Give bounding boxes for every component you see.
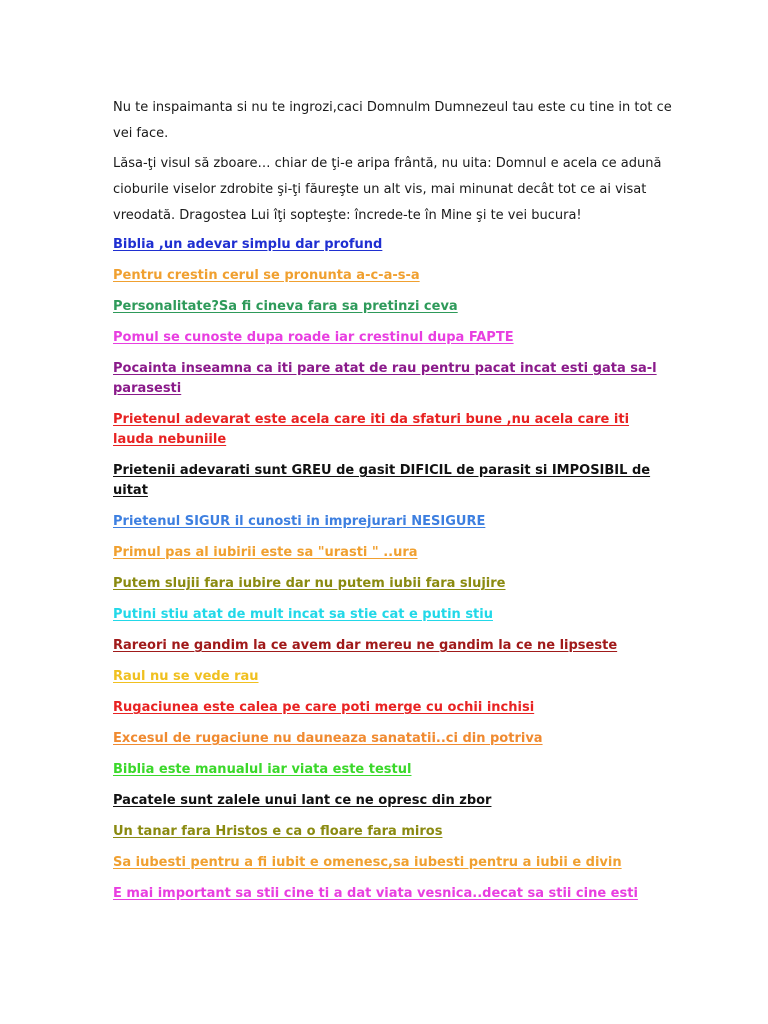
quote-link-20[interactable]: E mai important sa stii cine ti a dat viata vesnica..decat sa stii cine esti: [113, 886, 638, 901]
quote-link-6[interactable]: Prietenul adevarat este acela care iti da sfaturi bune ,nu acela care iti lauda nebuniile: [113, 412, 630, 447]
quote-link-14[interactable]: Rugaciunea este calea pe care poti merge cu ochii inchisi: [113, 700, 535, 715]
quote-link-7[interactable]: Prietenii adevarati sunt GREU de gasit DIFICIL de parasit si IMPOSIBIL de uitat: [113, 463, 651, 498]
quote-link-12[interactable]: Rareori ne gandim la ce avem dar mereu ne gandim la ce ne lipseste: [113, 638, 618, 653]
quote-link-4[interactable]: Pomul se cunoste dupa roade iar crestinul dupa FAPTE: [113, 330, 514, 345]
quote-link-16[interactable]: Biblia este manualul iar viata este testul: [113, 762, 412, 777]
document-content: [113, 95, 673, 904]
quote-link-5[interactable]: Pocainta inseamna ca iti pare atat de rau pentru pacat incat esti gata sa-l parasesti: [113, 361, 657, 396]
quote-link-8[interactable]: Prietenul SIGUR il cunosti in imprejurari NESIGURE: [113, 514, 486, 529]
quote-link-1[interactable]: Biblia ,un adevar simplu dar profund: [113, 237, 383, 252]
quote-link-3[interactable]: Personalitate?Sa fi cineva fara sa pretinzi ceva: [113, 299, 458, 314]
quote-link-13[interactable]: Raul nu se vede rau: [113, 669, 259, 684]
quote-link-18[interactable]: Un tanar fara Hristos e ca o floare fara miros: [113, 824, 443, 839]
quote-link-11[interactable]: Putini stiu atat de mult incat sa stie cat e putin stiu: [113, 607, 493, 622]
intro-paragraph-1: Nu te inspaimanta si nu te ingrozi,caci Domnulm Dumnezeul tau este cu tine in tot ce vei face.: [113, 100, 672, 141]
quote-link-17[interactable]: Pacatele sunt zalele unui lant ce ne opresc din zbor: [113, 793, 492, 808]
quote-link-15[interactable]: Excesul de rugaciune nu dauneaza sanatatii..ci din potriva: [113, 731, 543, 746]
quote-link-19[interactable]: Sa iubesti pentru a fi iubit e omenesc,sa iubesti pentru a iubii e divin: [113, 855, 622, 870]
quote-link-9[interactable]: Primul pas al iubirii este sa "urasti " ..ura: [113, 545, 418, 560]
quote-link-2[interactable]: Pentru crestin cerul se pronunta a-c-a-s-a: [113, 268, 420, 283]
intro-paragraph-2: Lăsa-ţi visul să zboare… chiar de ţi-e aripa frântă, nu uita: Domnul e acela ce adună cioburile viselor zdrobite şi-ţi făureşte un alt vis, mai minunat decât tot ce ai visat vreodată. Dragostea Lui îţi sopteşte: încrede-te în Mine şi te vei bucura!: [113, 156, 662, 223]
quote-link-10[interactable]: Putem slujii fara iubire dar nu putem iubii fara slujire: [113, 576, 506, 591]
